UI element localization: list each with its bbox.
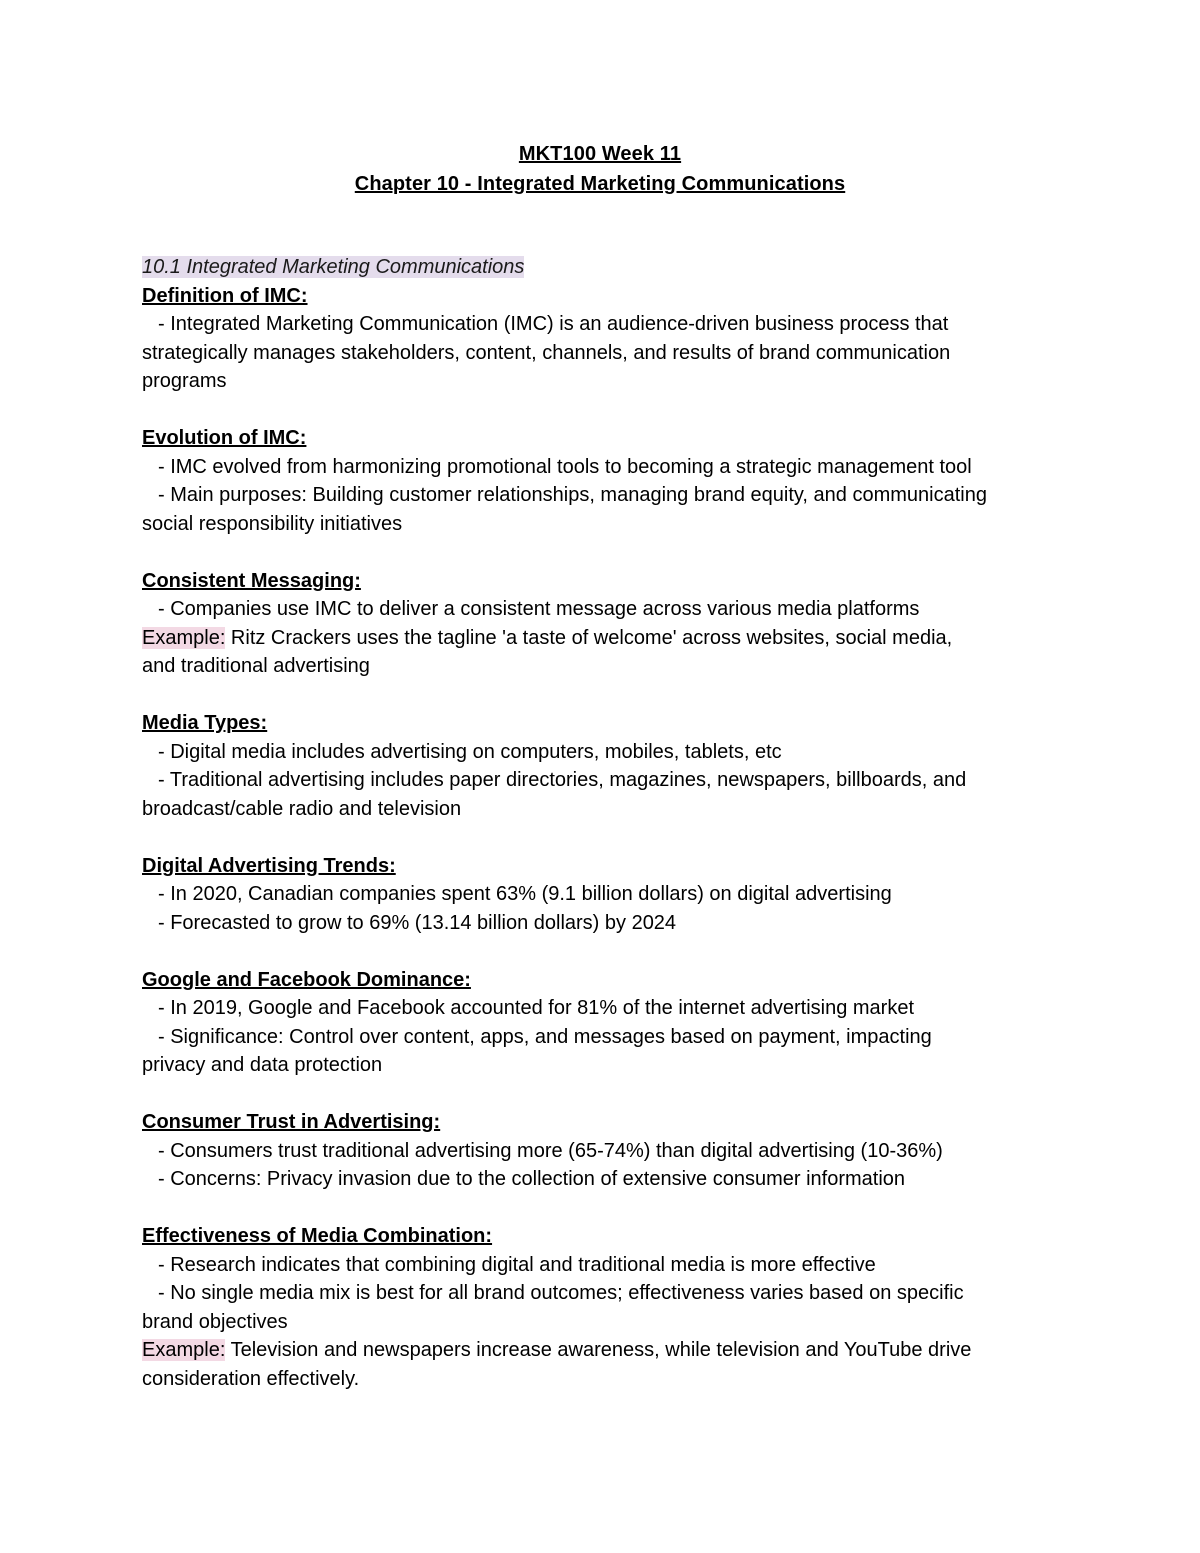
example-text: Ritz Crackers uses the tagline 'a taste of welcome' across websites, social media, bbox=[225, 626, 953, 649]
continuation-text: strategically manages stakeholders, content, channels, and results of brand communication bbox=[142, 341, 951, 364]
section-heading-line bbox=[142, 253, 1072, 282]
trust-bullet bbox=[142, 1165, 1072, 1194]
dominance-bullet bbox=[142, 1023, 1072, 1052]
document-header bbox=[0, 139, 1200, 199]
paragraph-spacer bbox=[142, 1080, 1072, 1109]
bullet-text: - In 2020, Canadian companies spent 63% (9.1 billion dollars) on digital advertising bbox=[158, 883, 892, 905]
continuation-text: and traditional advertising bbox=[142, 655, 370, 677]
example-label: Example: bbox=[142, 626, 226, 649]
consistent-bullet bbox=[142, 595, 1072, 624]
trends-bullet bbox=[142, 880, 1072, 909]
bullet-text: - In 2019, Google and Facebook accounted for 81% of the internet advertising market bbox=[158, 997, 915, 1019]
document-subtitle: Chapter 10 - Integrated Marketing Communications bbox=[354, 173, 846, 195]
paragraph-spacer bbox=[142, 1194, 1072, 1223]
evolution-bullet bbox=[142, 453, 1072, 482]
continuation-text: programs bbox=[142, 370, 227, 392]
media-types-heading: Media Types: bbox=[142, 712, 268, 734]
media-bullet bbox=[142, 738, 1072, 767]
continuation-text: broadcast/cable radio and television bbox=[142, 797, 462, 820]
effectiveness-bullet bbox=[142, 1279, 1072, 1308]
dominance-heading: Google and Facebook Dominance: bbox=[142, 968, 471, 991]
consumer-trust-heading: Consumer Trust in Advertising: bbox=[142, 1111, 441, 1133]
evolution-heading: Evolution of IMC: bbox=[142, 427, 307, 449]
section-title: 10.1 Integrated Marketing Communications bbox=[142, 256, 525, 278]
example-line bbox=[142, 1336, 1072, 1365]
consistent-messaging-heading: Consistent Messaging: bbox=[142, 569, 361, 592]
media-bullet bbox=[142, 766, 1072, 795]
trust-bullet bbox=[142, 1137, 1072, 1166]
bullet-text: - Integrated Marketing Communication (IMC) is an audience-driven business process that bbox=[158, 313, 949, 335]
bullet-text: - Research indicates that combining digital and traditional media is more effective bbox=[158, 1253, 876, 1276]
bullet-text: - Significance: Control over content, apps, and messages based on payment, impacting bbox=[158, 1025, 932, 1048]
paragraph-spacer bbox=[142, 396, 1072, 425]
document-title: MKT100 Week 11 bbox=[518, 143, 682, 165]
paragraph-spacer bbox=[142, 823, 1072, 852]
example-label: Example: bbox=[142, 1339, 226, 1361]
definition-bullet bbox=[142, 310, 1072, 339]
effectiveness-bullet bbox=[142, 1251, 1072, 1280]
bullet-text: - Main purposes: Building customer relationships, managing brand equity, and communicating bbox=[158, 484, 987, 506]
definition-heading: Definition of IMC: bbox=[142, 284, 308, 307]
trends-bullet bbox=[142, 909, 1072, 938]
bullet-text: - IMC evolved from harmonizing promotional tools to becoming a strategic management tool bbox=[158, 455, 972, 478]
bullet-text: - Traditional advertising includes paper directories, magazines, newspapers, billboards, and bbox=[158, 769, 967, 791]
example-line bbox=[142, 624, 1072, 653]
digital-trends-heading: Digital Advertising Trends: bbox=[142, 854, 396, 877]
paragraph-spacer bbox=[142, 538, 1072, 567]
bullet-text: - Concerns: Privacy invasion due to the collection of extensive consumer information bbox=[158, 1168, 906, 1190]
paragraph-spacer bbox=[142, 937, 1072, 966]
bullet-text: - Digital media includes advertising on computers, mobiles, tablets, etc bbox=[158, 740, 782, 763]
effectiveness-heading: Effectiveness of Media Combination: bbox=[142, 1225, 493, 1247]
document-body bbox=[142, 253, 1072, 1393]
dominance-bullet bbox=[142, 994, 1072, 1023]
bullet-text: - Forecasted to grow to 69% (13.14 billion dollars) by 2024 bbox=[158, 911, 677, 934]
bullet-text: - Companies use IMC to deliver a consistent message across various media platforms bbox=[158, 598, 920, 620]
continuation-text: privacy and data protection bbox=[142, 1054, 383, 1076]
example-text: Television and newspapers increase awareness, while television and YouTube drive bbox=[225, 1339, 972, 1361]
paragraph-spacer bbox=[142, 681, 1072, 710]
evolution-bullet bbox=[142, 481, 1072, 510]
continuation-text: consideration effectively. bbox=[142, 1367, 360, 1390]
bullet-text: - No single media mix is best for all brand outcomes; effectiveness varies based on specific bbox=[158, 1282, 964, 1304]
continuation-text: social responsibility initiatives bbox=[142, 512, 403, 535]
bullet-text: - Consumers trust traditional advertising more (65-74%) than digital advertising (10-36%) bbox=[158, 1139, 943, 1162]
continuation-text: brand objectives bbox=[142, 1310, 288, 1333]
